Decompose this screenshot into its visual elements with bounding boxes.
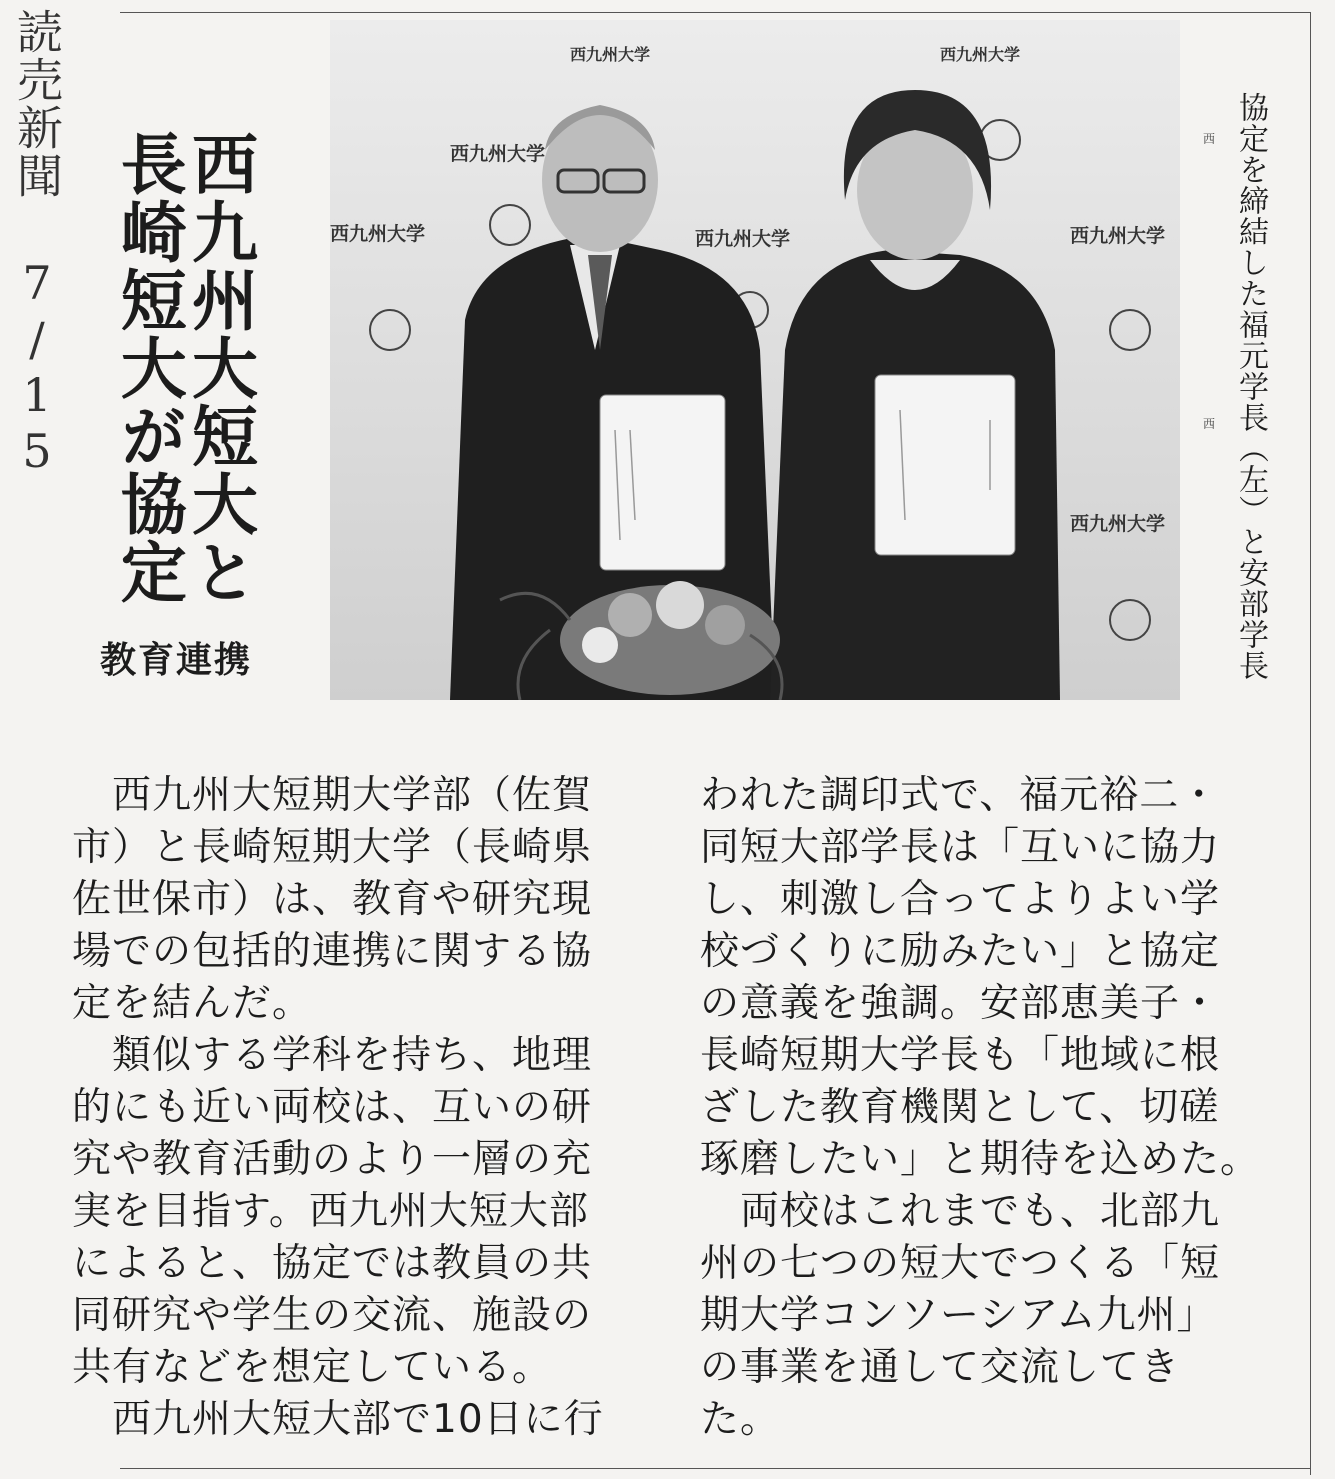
backdrop-logo: 西九州大学 bbox=[1070, 513, 1166, 535]
backdrop-logo: 西九州大学 bbox=[695, 228, 791, 250]
article-column-2 bbox=[700, 770, 1270, 1446]
signing-ceremony-photo bbox=[330, 20, 1180, 700]
signed-document-right bbox=[875, 375, 1015, 555]
headline bbox=[109, 130, 258, 606]
subheadline: 教育連携 bbox=[100, 640, 253, 681]
photo-illustration bbox=[330, 20, 1180, 700]
backdrop-logo: 西九州大学 bbox=[450, 143, 546, 165]
signed-document-left bbox=[600, 395, 725, 570]
caption-mark: 西 bbox=[1202, 417, 1215, 431]
caption-mark: 西 bbox=[1202, 132, 1215, 146]
photo-caption: 協定を締結した福元学長（左）と安部学長 bbox=[1233, 92, 1268, 681]
article-column-1-text: 西九州大短期大学部（佐賀 市）と長崎短期大学（長崎県 佐世保市）は、教育や研究現 場での包括的連携に関する協 定を結んだ。 類似する学科を持ち、地理 的にも近い両校は、互いの研 究や教育活動のより一層の充 実を目指す。西九州大短大部 によると、協定では教員の共 同研究や学生の交流、施設の 共有などを想定している。 西九州大短大部で10日に行 bbox=[72, 773, 604, 1442]
backdrop-logo: 西九州大学 bbox=[1070, 225, 1166, 247]
backdrop-logo: 西九州大学 bbox=[330, 223, 426, 245]
article-column-2-text: われた調印式で、福元裕二・ 同短大部学長は「互いに協力 し、刺激し合ってよりよい学 校づくりに励みたい」と協定 の意義を強調。安部恵美子・ 長崎短期大学長も「地域に根 ざした教育機関として、切磋 琢磨したい」と期待を込めた。 両校はこれまでも、北部九 州の七つの短大でつくる「短 期大学コンソーシアム九州」 の事業を通して交流してき た。 bbox=[700, 773, 1261, 1442]
headline-line-1: 西九州大短大と bbox=[180, 130, 258, 606]
clipping-frame-bottom bbox=[120, 1468, 1310, 1469]
article-column-1 bbox=[72, 770, 642, 1446]
backdrop-logo: 西九州大学 bbox=[570, 45, 651, 64]
headline-line-2: 長崎短大が協定 bbox=[109, 130, 187, 606]
handwritten-source-note: 読売新聞 7/15 bbox=[10, 8, 64, 480]
backdrop-logo: 西九州大学 bbox=[940, 45, 1021, 64]
